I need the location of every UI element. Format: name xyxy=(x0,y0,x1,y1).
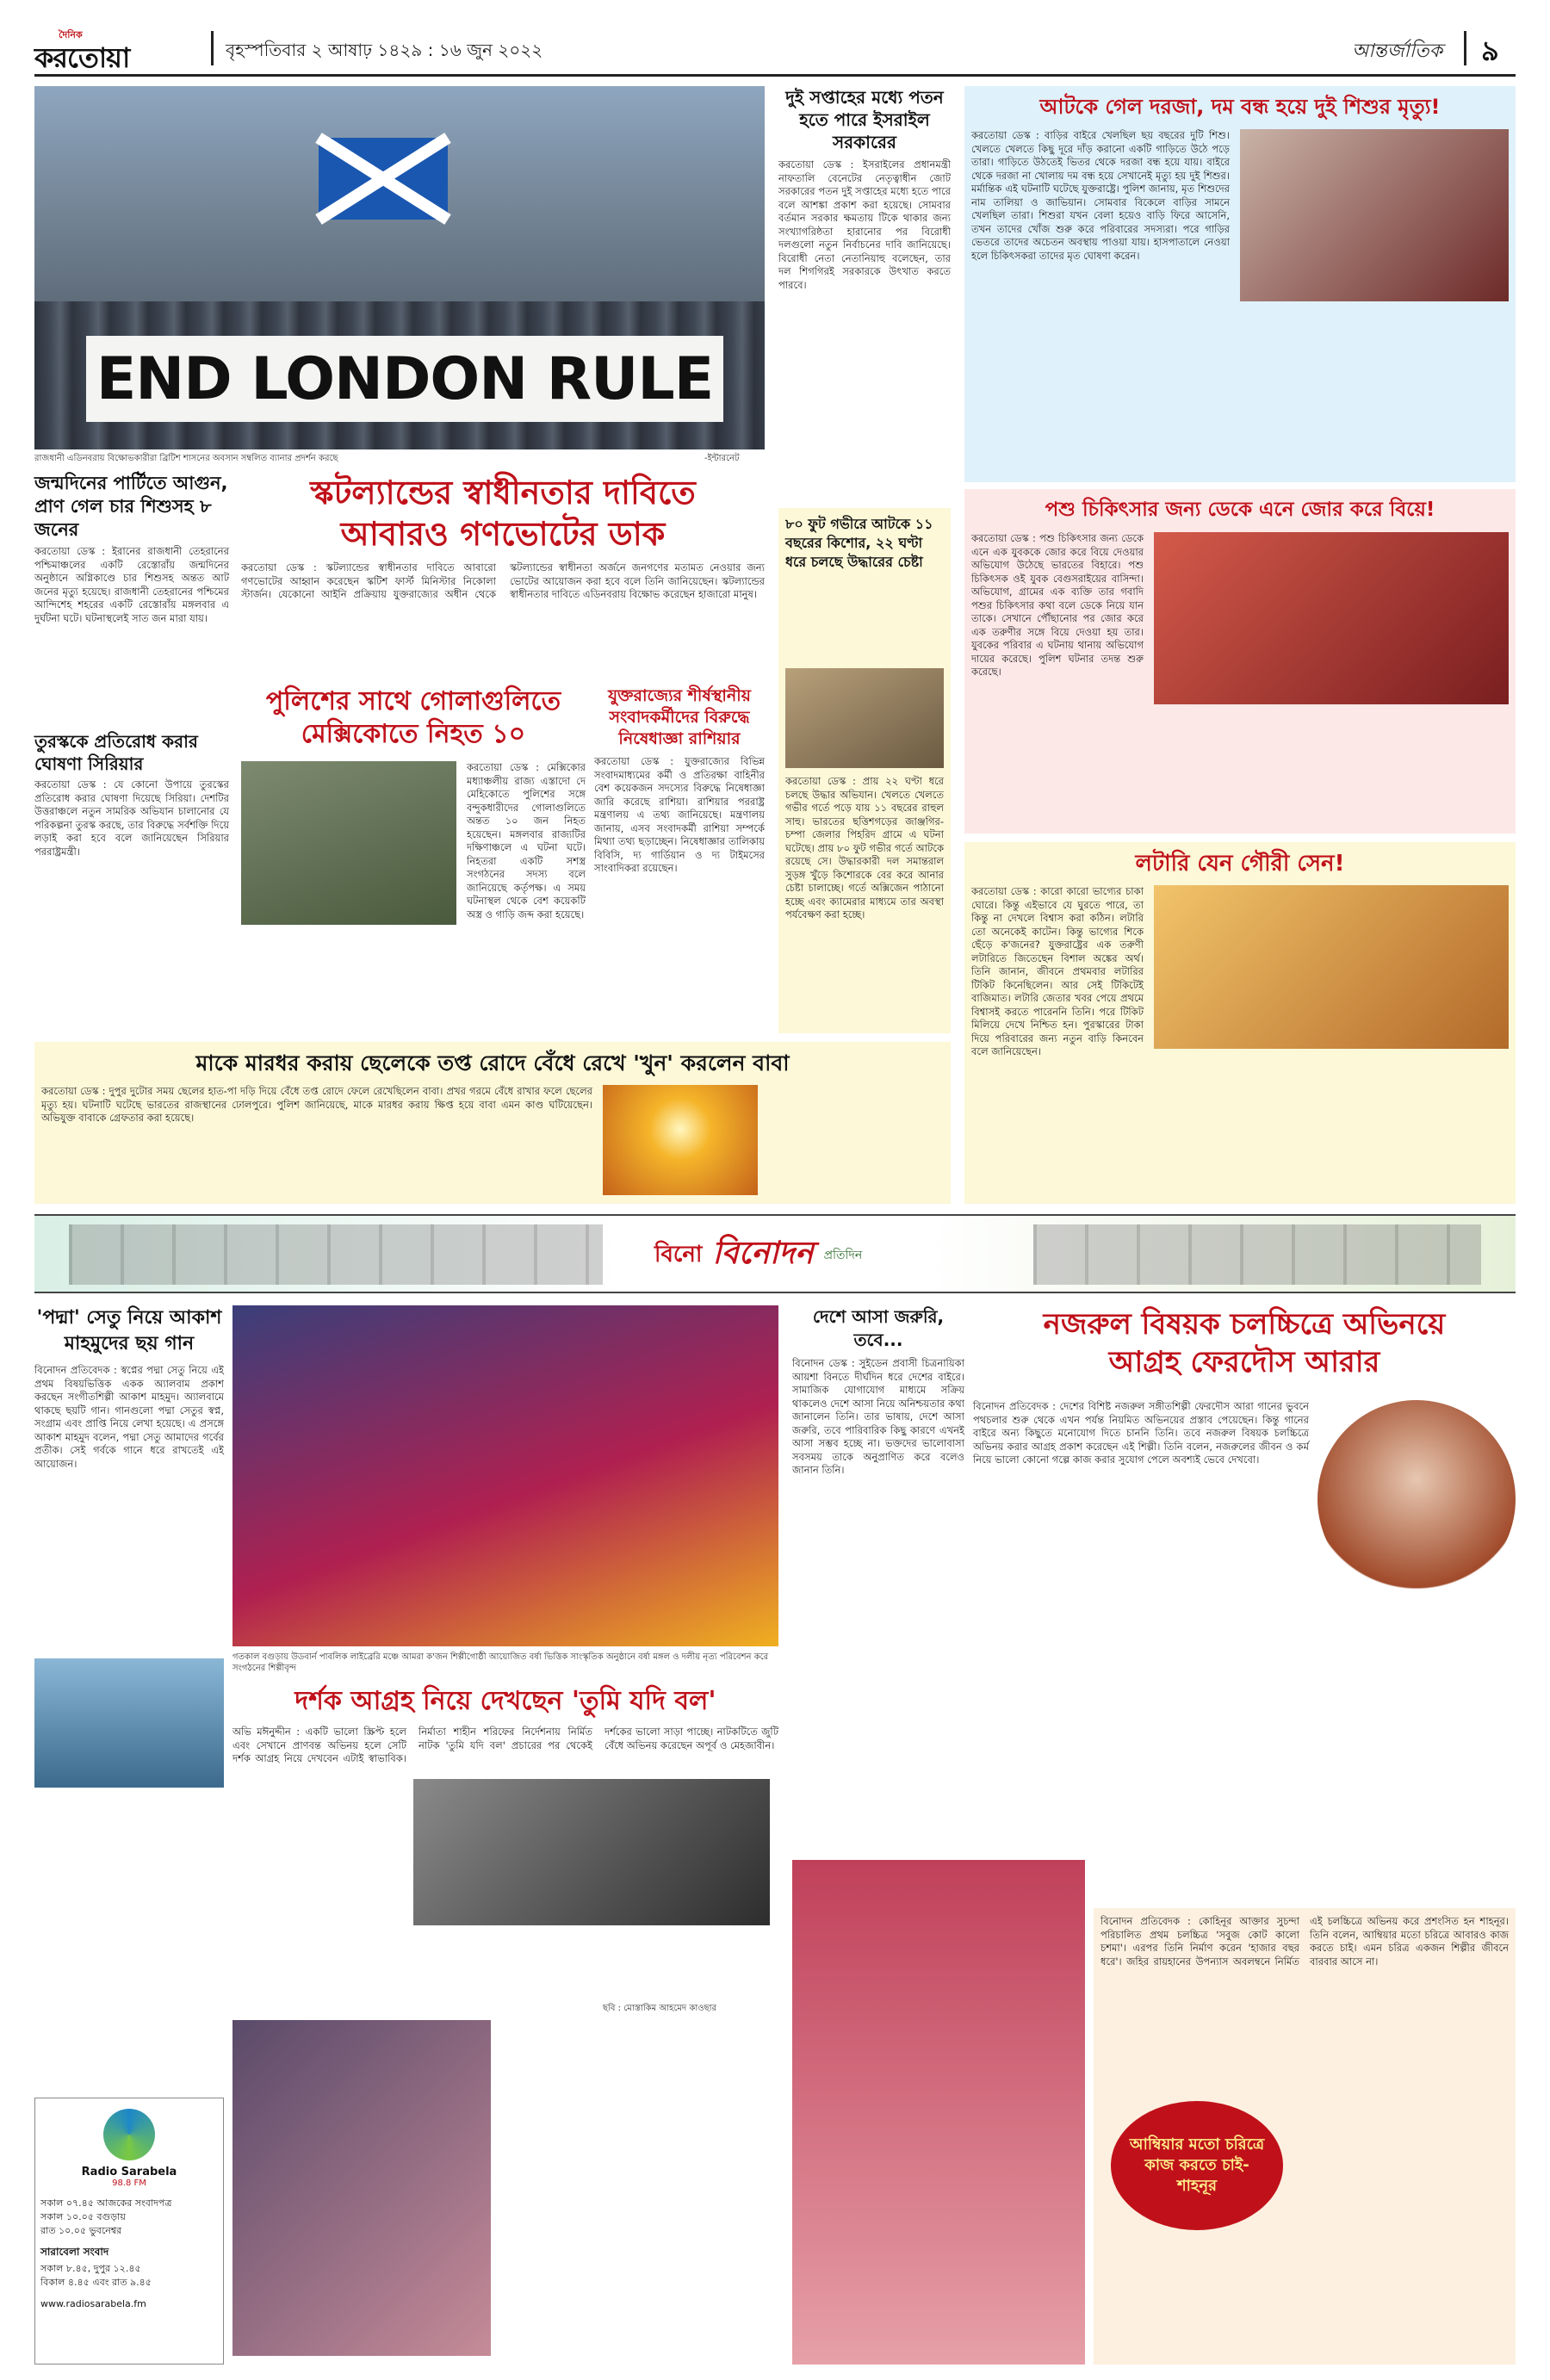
birthday-body: করতোয়া ডেস্ক : ইরানের রাজধানী তেহরানের পশ্চিমাঞ্চলের একটি রেস্তোরাঁয় জন্মদিনের অনুষ্ঠানে অগ্নিকাণ্ডে চার শিশুসহ অন্তত আট জনের মৃত্যু হয়েছে। রাজধানী তেহরানের পশ্চিমের আন্দিশেহ শহরের একটি রেস্তোরাঁয় মঙ্গলবার এ দুর্ঘটনা ঘটে। ঘটনাস্থলেই সাত জন মারা যায়। xyxy=(34,545,232,624)
protest-banner xyxy=(86,336,723,422)
shahnur-photo xyxy=(792,1860,1085,2365)
tumi-byline: ছবি : মোস্তাকিম আহমেদ কাওছার xyxy=(603,2004,717,2013)
deshe-body: বিনোদন ডেস্ক : সুইডেন প্রবাসী চিত্রনায়িকা আয়শা বিনতে দীর্ঘদিন ধরে দেশের বাইরে। সামাজিক যোগাযোগ মাধ্যমে সক্রিয় থাকলেও দেশে আসা নিয়ে অনিশ্চয়তার কথা জানালেন তিনি। তার ভাষায়, দেশে আসা জরুরি, তবে পারিবারিক কিছু কারণে এখনই আসা সম্ভব হচ্ছে না। ভক্তদের ভালোবাসা সবসময় তাকে অনুপ্রাণিত করে বলেও জানান তিনি। xyxy=(792,1357,968,1476)
masthead-name: করতোয়া xyxy=(34,41,130,74)
film-strip-left xyxy=(69,1224,603,1285)
russia-body: করতোয়া ডেস্ক : যুক্তরাজ্যের বিভিন্ন সংবাদমাধ্যমের কর্মী ও প্রতিরক্ষা বাহিনীর বেশ কয়েকজন সদস্যের বিরুদ্ধে নিষেধাজ্ঞা জারি করেছে রাশিয়া। রাশিয়ার পররাষ্ট্র মন্ত্রণালয় এ তথ্য জানিয়েছে। মন্ত্রণালয় জানায়, এসব সংবাদকর্মী রাশিয়া সম্পর্কে মিথ্যা তথ্য ছড়াচ্ছেন। নিষেধাজ্ঞার তালিকায় বিবিসি, দ্য গার্ডিয়ান ও দ্য টাইমসের সাংবাদিকরা রয়েছেন। xyxy=(594,755,768,874)
nazrul-body: বিনোদন প্রতিবেদক : দেশের বিশিষ্ট নজরুল সঙ্গীতশিল্পী ফেরদৌস আরা গানের ভুবনে পথচলার শুরু থেকে এখন পর্যন্ত নিয়মিত অভিনয়ের প্রস্তাব পেয়েছেন। কিন্তু গানের বাইরে অন্য কিছুতে মনোযোগ দিতে চাননি তিনি। তবে নজরুল বিষয়ক চলচ্চিত্রে অভিনয় করার আগ্রহ প্রকাশ করেছেন এই শিল্পী। তিনি বলেন, নজরুলের জীবন ও কর্ম নিয়ে ভালো কোনো গল্পে কাজ করার সুযোগ পেলে অবশ্যই ভেবে দেখবো। xyxy=(973,1400,1312,1466)
ferdous-photo xyxy=(1318,1400,1516,1598)
masthead-daily: দৈনিক xyxy=(59,29,83,40)
dance-photo-main xyxy=(232,1305,778,1646)
vet-body: করতোয়া ডেস্ক : পশু চিকিৎসার জন্য ডেকে এনে এক যুবককে জোর করে বিয়ে দেওয়ার অভিযোগ উঠেছে ভারতের বিহারে। পশু চিকিৎসক ওই যুবক বেগুসরাইয়ের বাসিন্দা। অভিযোগ, গ্রামের এক ব্যক্তি তার গবাদি পশুর চিকিৎসার কথা বলে ডেকে নিয়ে যান তাকে। সেখানে পৌঁছানোর পর জোর করে এক তরুণীর সঙ্গে বিয়ে দেওয়া হয় তার। যুবকের পরিবার এ ঘটনায় থানায় অভিযোগ দায়ের করেছে। পুলিশ ঘটনার তদন্ত শুরু করেছে। xyxy=(971,532,1147,678)
lottery-article xyxy=(964,842,1516,1204)
scotland-headline-2: আবারও গণভোটের ডাক xyxy=(340,515,666,553)
scotland-flag xyxy=(319,138,448,220)
shahnur-callout xyxy=(1111,2101,1283,2230)
dance-caption: গতকাল বগুড়ায় উডবার্ন পাবলিক লাইব্রেরি মঞ্চে আমরা ক'জন শিল্পীগোষ্ঠী আয়োজিত বর্ষা ভিত্তিক সাংস্কৃতিক অনুষ্ঠানে বর্ষা মঙ্গল ও দলীয় নৃত্য পরিবেশন করে সংগঠনের শিল্পীবৃন্দ xyxy=(232,1652,769,1673)
vet-article xyxy=(964,489,1516,834)
tumi-photo-2 xyxy=(232,2020,491,2356)
russia-headline: যুক্তরাজ্যের শীর্ষস্থানীয় সংবাদকর্মীদের বিরুদ্ধে নিষেধাজ্ঞা রাশিয়ার xyxy=(608,686,751,748)
scotland-caption: রাজধানী এডিনবরায় বিক্ষোভকারীরা ব্রিটিশ শাসনের অবসান সম্বলিত ব্যানার প্রদর্শন করছে xyxy=(34,454,338,463)
binodon-logo xyxy=(654,1226,982,1285)
film-strip-right xyxy=(1033,1224,1481,1285)
nazrul-headline-1: নজরুল বিষয়ক চলচ্চিত্রে অভিনয়ে xyxy=(1043,1307,1446,1342)
radio-news-title: সারাবেলা সংবাদ xyxy=(40,2246,109,2258)
lottery-headline: লটারি যেন গৌরী সেন! xyxy=(1135,851,1345,877)
father-article xyxy=(34,1042,951,1204)
binodon-sub: প্রতিদিন xyxy=(823,1249,863,1262)
children-article xyxy=(964,86,1516,482)
scotland-article xyxy=(241,472,768,675)
radio-schedule: সকাল ০৭.৪৫ আজকের সংবাদপত্র সকাল ১০.০৫ বগুড়ায় রাত ১০.০৫ ভুবনেশ্বর xyxy=(40,2197,172,2236)
scotland-body: করতোয়া ডেস্ক : স্কটল্যান্ডের স্বাধীনতার দাবিতে আবারো গণভোটের আহ্বান করেছেন স্কটিশ ফার্স্ট মিনিস্টার নিকোলা স্টার্জন। যেকোনো আইনি প্রক্রিয়ায় যুক্তরাজ্যের অধীন থেকে স্কটল্যান্ডের স্বাধীনতা অর্জনে জনগণের মতামত নেওয়ার জন্য ভোটের আয়োজন করা হবে বলে তিনি জানিয়েছেন। স্কটল্যান্ডের স্বাধীনতার দাবিতে এডিনবরায় বিক্ষোভ করেছেন হাজারো মানুষ। xyxy=(241,561,768,600)
lottery-photo xyxy=(1154,885,1509,1049)
father-body: করতোয়া ডেস্ক : দুপুর দুটোর সময় ছেলের হাত-পা দড়ি দিয়ে বেঁধে তপ্ত রোদে ফেলে রেখেছিলেন বাবা। প্রখর গরমে বেঁধে রাখার ফলে ছেলের মৃত্যু হয়। ঘটনাটি ঘটেছে ভারতের রাজস্থানের ঢোলপুরে। পুলিশ জানিয়েছে, মাকে মারধর করায় ক্ষিপ্ত হয়ে বাবা এমন কাণ্ড ঘটিয়েছেন। অভিযুক্ত বাবাকে গ্রেফতার করা হয়েছে। xyxy=(41,1085,596,1124)
borewell-body: করতোয়া ডেস্ক : প্রায় ২২ ঘণ্টা ধরে চলছে উদ্ধার অভিযান। খেলতে খেলতে গভীর গর্তে পড়ে যায় ১১ বছরের রাহুল সাহু। ভারতের ছত্তিশগড়ের জাঞ্জগির-চম্পা জেলার পিহরিদ গ্রামে এ ঘটনা ঘটেছে। প্রায় ৮০ ফুট গভীর গর্তে আটকে রয়েছে সে। উদ্ধারকারী দল সমান্তরাল সুড়ঙ্গ খুঁড়ে কিশোরকে বের করে আনার চেষ্টা চালাচ্ছে। গর্তে অক্সিজেন পাঠানো হচ্ছে এবং ক্যামেরার মাধ্যমে তার অবস্থা পর্যবেক্ষণ করা হচ্ছে। xyxy=(785,775,947,920)
masthead-divider xyxy=(211,31,214,65)
deshe-article xyxy=(792,1305,968,1848)
turkey-article xyxy=(34,730,232,1032)
borewell-headline: ৮০ ফুট গভীরে আটকে ১১ বছরের কিশোর, ২২ ঘণ্টা ধরে চলছে উদ্ধারের চেষ্টা xyxy=(785,516,933,570)
vet-photo xyxy=(1154,532,1509,704)
nazrul-article xyxy=(973,1305,1516,1900)
padma-body: বিনোদন প্রতিবেদক : স্বপ্নের পদ্মা সেতু নিয়ে এই প্রথম বিষয়ভিত্তিক একক অ্যালবাম প্রকাশ করছেন সংগীতশিল্পী আকাশ মাহমুদ। অ্যালবামে থাকছে ছয়টি গান। গানগুলো পদ্মা সেতুর স্বপ্ন, সংগ্রাম এবং প্রাপ্তি নিয়ে লেখা হয়েছে। এ প্রসঙ্গে আকাশ মাহমুদ বলেন, পদ্মা সেতু আমাদের গর্বের প্রতীক। সেই গর্বকে গানে ধরে রাখতেই এই আয়োজন। xyxy=(34,1364,227,1470)
borewell-photo xyxy=(785,668,944,768)
children-headline: আটকে গেল দরজা, দম বন্ধ হয়ে দুই শিশুর মৃত্যু! xyxy=(1039,95,1441,119)
radio-name: Radio Sarabela xyxy=(81,2166,177,2179)
masthead xyxy=(34,28,1516,74)
masthead-date: বৃহস্পতিবার ২ আষাঢ় ১৪২৯ : ১৬ জুন ২০২২ xyxy=(226,40,543,60)
father-headline: মাকে মারধর করায় ছেলেকে তপ্ত রোদে বেঁধে রেখে 'খুন' করলেন বাবা xyxy=(195,1051,790,1075)
borewell-article xyxy=(778,508,951,1033)
scotland-photo xyxy=(34,86,765,449)
israel-article xyxy=(778,86,954,491)
mexico-photo xyxy=(241,761,456,925)
tumi-photo-1 xyxy=(413,1779,770,1925)
saltire-icon xyxy=(319,138,448,220)
radio-logo-icon xyxy=(103,2109,155,2160)
children-photo xyxy=(1240,129,1509,301)
radio-ad xyxy=(34,2098,224,2365)
turkey-headline: তুরস্ককে প্রতিরোধ করার ঘোষণা সিরিয়ার xyxy=(34,731,198,774)
deshe-headline: দেশে আসা জরুরি, তবে... xyxy=(812,1306,945,1350)
turkey-body: করতোয়া ডেস্ক : যে কোনো উপায়ে তুরস্কের প্রতিরোধ করার ঘোষণা দিয়েছে সিরিয়া। দেশটির উত্তরাঞ্চলে নতুন সামরিক অভিযান চালানোর যে পরিকল্পনা তুরস্ক করছে, তার বিরুদ্ধে সর্বশক্তি দিয়ে লড়াই করা হবে বলে জানিয়েছেন সিরিয়ার পররাষ্ট্রমন্ত্রী। xyxy=(34,778,232,858)
mexico-body: করতোয়া ডেস্ক : মেক্সিকোর মধ্যাঞ্চলীয় রাজ্য এস্তাদো দে মেহিকোতে পুলিশের সঙ্গে বন্দুকধারীদের গোলাগুলিতে অন্তত ১০ জন নিহত হয়েছেন। মঙ্গলবার রাজ্যটির দক্ষিণাঞ্চলে এ ঘটনা ঘটে। নিহতরা একটি সশস্ত্র সংগঠনের সদস্য বলে জানিয়েছে কর্তৃপক্ষ। এ সময় ঘটনাস্থল থেকে বেশ কয়েকটি অস্ত্র ও গাড়ি জব্দ করা হয়েছে। xyxy=(467,761,589,920)
lottery-body: করতোয়া ডেস্ক : কারো কারো ভাগ্যের চাকা ঘোরে। কিন্তু এইভাবে যে ঘুরতে পারে, তা কিন্তু না দেখলে বিশ্বাস করা কঠিন। লটারি তো অনেকেই কাটেন। কিন্তু ভাগ্যের শিকে ছেঁড়ে ক'জনের? যুক্তরাষ্ট্রের এক তরুণী লটারিতে জিতেছেন বিশাল অঙ্কের অর্থ। তিনি জানান, জীবনে প্রথমবার লটারির টিকিট কিনেছিলেন। আর সেই টিকিটেই বাজিমাত। লটারি জেতার খবর পেয়ে প্রথমে বিশ্বাসই করতে পারেননি তিনি। পরে টিকিট মিলিয়ে দেখে নিশ্চিত হন। পুরস্কারের টাকা দিয়ে পরিবারের জন্য নতুন বাড়ি কিনবেন বলে জানিয়েছেন। xyxy=(971,885,1147,1057)
binodon-title-1: বিনো xyxy=(654,1242,703,1267)
nazrul-headline-2: আগ্রহ ফেরদৌস আরার xyxy=(1108,1345,1380,1379)
shahnur-body: বিনোদন প্রতিবেদক : কোহিনূর আক্তার সুচন্দা পরিচালিত প্রথম চলচ্চিত্র 'সবুজ কোট কালো চশমা'। এরপর তিনি নির্মাণ করেন 'হাজার বছর ধরে'। জহির রায়হানের উপন্যাস অবলম্বনে নির্মিত এই চলচ্চিত্রে অভিনয় করে প্রশংসিত হন শাহনূর। তিনি বলেন, আম্বিয়ার মতো চরিত্রে আবারও কাজ করতে চাই। এমন চরিত্র একজন শিল্পীর জীবনে বারবার আসে না। xyxy=(1100,1915,1512,1968)
mexico-article xyxy=(241,685,589,1030)
birthday-article xyxy=(34,472,232,722)
padma-headline: 'পদ্মা' সেতু নিয়ে আকাশ মাহমুদের ছয় গান xyxy=(36,1307,222,1354)
vet-headline: পশু চিকিৎসার জন্য ডেকে এনে জোর করে বিয়ে! xyxy=(1045,499,1435,521)
scotland-credit: -ইন্টারনেট xyxy=(704,454,740,463)
scotland-headline-1: স্কটল্যান্ডের স্বাধীনতার দাবিতে xyxy=(310,474,696,511)
mexico-headline: পুলিশের সাথে গোলাগুলিতে মেক্সিকোতে নিহত ১০ xyxy=(265,686,561,749)
masthead-section: আন্তর্জাতিক xyxy=(1352,40,1443,62)
birthday-headline: জন্মদিনের পার্টিতে আগুন, প্রাণ গেল চার শিশুসহ ৮ জনের xyxy=(34,473,228,540)
shahnur-callout-text: আম্বিয়ার মতো চরিত্রে কাজ করতে চাই-শাহনূর xyxy=(1129,2135,1265,2195)
binodon-title-2: বিনোদন xyxy=(712,1236,814,1271)
sun-photo xyxy=(603,1085,758,1195)
children-body: করতোয়া ডেস্ক : বাড়ির বাইরে খেলছিল ছয় বছরের দুটি শিশু। খেলতে খেলতে কিছু দূরে দাঁড় করানো একটি গাড়িতে উঠে পড়ে তারা। গাড়িতে উঠতেই ভিতর থেকে দরজা বন্ধ হয়ে যায়। বাইরে থেকে দরজা না খোলায় দম বন্ধ হয়ে সেখানেই মৃত্যু হয় দুই শিশুর। মর্মান্তিক এই ঘটনাটি ঘটেছে যুক্তরাষ্ট্রে। পুলিশ জানায়, মৃত শিশুদের নাম তালিয়া ও জাভিয়ান। সোমবার বিকেলে বাড়ির সামনে খেলছিল তারা। শিশুরা যখন বেলা হয়েও বাড়ি ফিরে আসেনি, তখন তাদের খোঁজ শুরু করে পরিবারের সদস্যরা। পরে গাড়ির ভেতরে তাদের অচেতন অবস্থায় পাওয়া যায়। হাসপাতালে নেওয়া হলে চিকিৎসকরা তাদের মৃত ঘোষণা করেন। xyxy=(971,129,1233,262)
tumi-headline: দর্শক আগ্রহ নিয়ে দেখছেন 'তুমি যদি বল' xyxy=(294,1686,716,1716)
radio-url[interactable]: www.radiosarabela.fm xyxy=(40,2298,146,2309)
tumi-article xyxy=(232,1684,782,2365)
tumi-body: অভি মঈনুদ্দীন : একটি ভালো স্ক্রিপ্ট হলে এবং সেখানে প্রাণবন্ত অভিনয় হলে সেটি দর্শক আগ্রহ নিয়ে দেখবেন এটাই স্বাভাবিক। নির্মাতা শাহীন শরিফের নির্দেশনায় নির্মিত নাটক 'তুমি যদি বল' প্রচারের পর থেকেই দর্শকের ভালো সাড়া পাচ্ছে। নাটকটিতে জুটি বেঁধে অভিনয় করেছেন অপূর্ব ও মেহজাবীন। xyxy=(232,1726,782,1764)
akash-photo xyxy=(34,1658,224,1788)
protest-banner-text: END LONDON RULE xyxy=(96,344,714,413)
radio-freq: 98.8 FM xyxy=(112,2179,146,2188)
page-number: ৯ xyxy=(1481,34,1499,67)
masthead-rule xyxy=(34,74,1516,77)
masthead-divider-2 xyxy=(1464,31,1466,65)
israel-headline: দুই সপ্তাহের মধ্যে পতন হতে পারে ইসরাইল সরকারের xyxy=(785,87,944,152)
russia-article xyxy=(594,685,768,1030)
radio-news-times: সকাল ৮.৪৫, দুপুর ১২.৪৫ বিকাল ৪.৪৫ এবং রাত ৯.৪৫ xyxy=(40,2263,152,2288)
masthead-logo xyxy=(34,28,198,74)
israel-body: করতোয়া ডেস্ক : ইসরাইলের প্রধানমন্ত্রী নাফতালি বেনেটের নেতৃত্বাধীন জোট সরকারের পতন দুই সপ্তাহের মধ্যে হতে পারে বলে আশঙ্কা প্রকাশ করা হয়েছে। সোমবার বর্তমান সরকার ক্ষমতায় টিকে থাকার জন্য সংখ্যাগরিষ্ঠতা হারানোর পর বিরোধী দলগুলো নতুন নির্বাচনের দাবি জানিয়েছে। বিরোধী নেতা নেতানিয়াহু বলেছেন, তার দল শিগগিরই সরকারকে উৎখাত করতে পারবে। xyxy=(778,158,954,291)
binodon-strip xyxy=(34,1214,1516,1293)
